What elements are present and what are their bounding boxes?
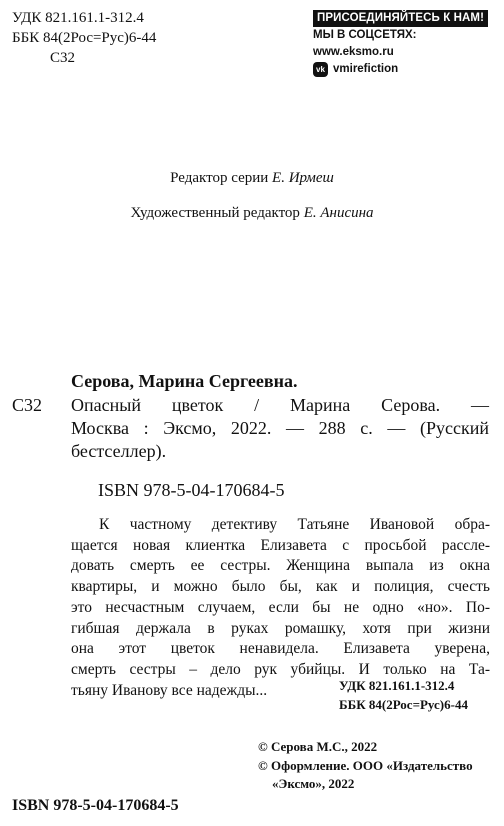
record-title-line1: Опасный цветок / Марина Серова. — bbox=[71, 395, 489, 415]
series-editor-line bbox=[0, 168, 504, 188]
annotation-line: довать смерть ее сестры. Женщина выпала из окна bbox=[71, 557, 490, 575]
annotation-line: это несчастным случаем, если бы не одно «но». По- bbox=[71, 598, 490, 616]
art-editor-line bbox=[0, 203, 504, 223]
bottom-udk-code: УДК 821.161.1-312.4 bbox=[339, 678, 455, 693]
annotation-line: тьяну Иванову все надежды... bbox=[71, 681, 268, 699]
copyright-author: © Серова М.С., 2022 bbox=[258, 739, 378, 754]
vk-icon: vk bbox=[313, 62, 328, 77]
bottom-bbk-code: ББК 84(2Рос=Рус)6-44 bbox=[339, 697, 468, 712]
bottom-classification bbox=[339, 676, 468, 714]
annotation-line: квартиры, и можно было бы, как и полиция, счесть bbox=[71, 578, 490, 596]
record-sign: С32 bbox=[12, 395, 43, 415]
annotation bbox=[71, 515, 490, 701]
join-us-banner: ПРИСОЕДИНЯЙТЕСЬ К НАМ! bbox=[313, 10, 488, 27]
author-sign: С32 bbox=[50, 50, 76, 66]
series-editor-name: Е. Ирмеш bbox=[272, 170, 334, 186]
record-title-line3: бестселлер). bbox=[71, 441, 167, 461]
annotation-line: гибшая держала в руках ромашку, хотя при жизни bbox=[71, 619, 490, 637]
vk-handle: vmirefiction bbox=[333, 63, 399, 75]
annotation-line: щается новая клиентка Елизавета с просьбой рассле- bbox=[71, 536, 490, 554]
copyright-publisher: «Эксмо», 2022 bbox=[272, 776, 355, 791]
annotation-line: смерть сестры – дело рук убийцы. И только на Та- bbox=[71, 660, 490, 678]
art-editor-label: Художественный редактор bbox=[130, 205, 300, 221]
record-isbn: ISBN 978-5-04-170684-5 bbox=[98, 480, 285, 500]
social-subtitle: МЫ В СОЦСЕТЯХ: bbox=[313, 29, 417, 41]
website-link[interactable]: www.eksmo.ru bbox=[313, 46, 394, 58]
annotation-line: К частному детективу Татьяне Ивановой обра- bbox=[99, 516, 490, 533]
copyright-block bbox=[258, 738, 473, 794]
bottom-isbn: ISBN 978-5-04-170684-5 bbox=[12, 797, 179, 814]
annotation-line: она этот цветок ненавидела. Елизавета уверена, bbox=[71, 640, 490, 658]
series-editor-label: Редактор серии bbox=[170, 170, 269, 186]
record-title-line2: Москва : Эксмо, 2022. — 288 с. — (Русский bbox=[71, 418, 489, 438]
udk-code: УДК 821.161.1-312.4 bbox=[12, 10, 144, 26]
vk-link[interactable] bbox=[313, 61, 398, 78]
art-editor-name: Е. Анисина bbox=[303, 205, 374, 221]
copyright-design: © Оформление. ООО «Издательство bbox=[258, 757, 473, 773]
bbk-code: ББК 84(2Рос=Рус)6-44 bbox=[12, 30, 157, 46]
classification-block bbox=[12, 8, 156, 68]
social-block bbox=[313, 10, 488, 78]
author-heading: Серова, Марина Сергеевна. bbox=[71, 371, 298, 391]
